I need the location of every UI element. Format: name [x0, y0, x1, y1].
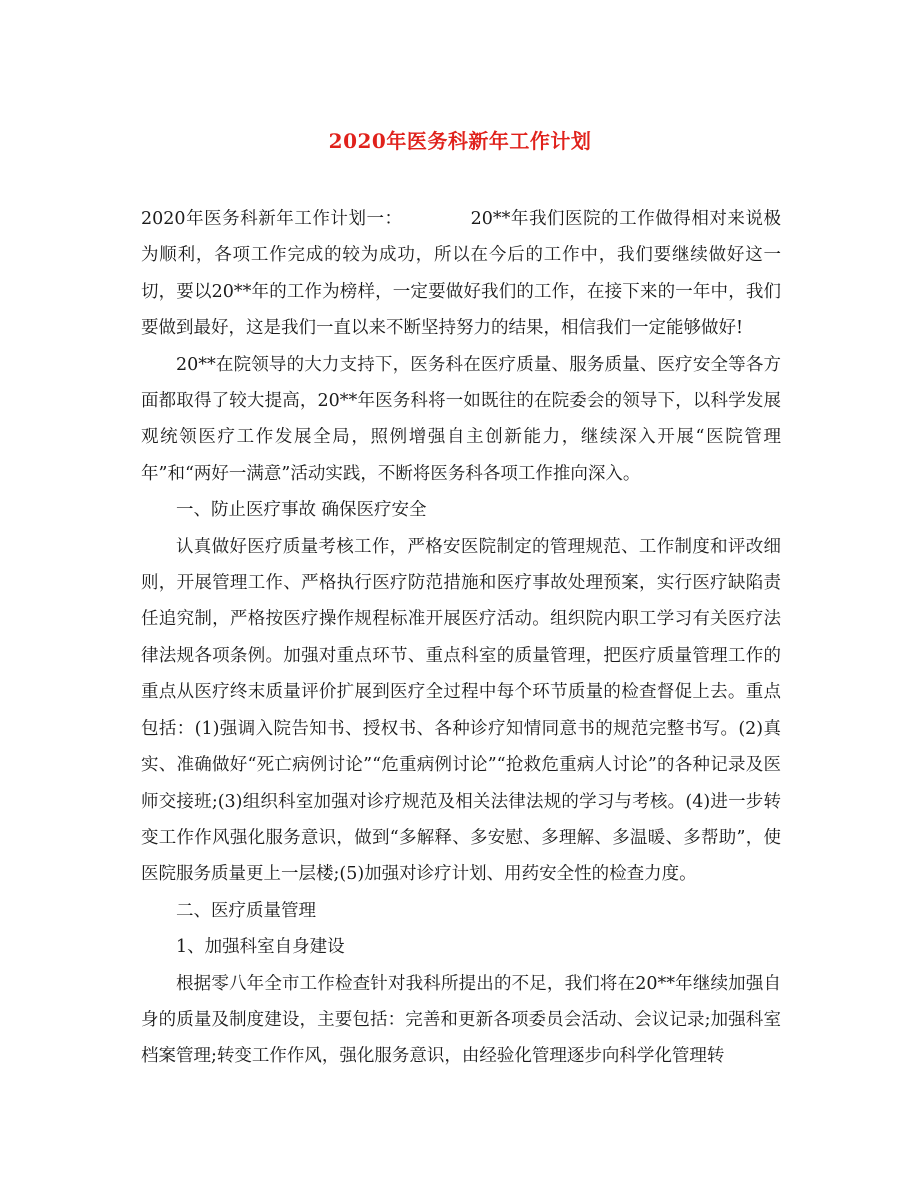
paragraph-3: 认真做好医疗质量考核工作，严格安医院制定的管理规范、工作制度和评改细则，开展管理工作、严格执行医疗防范措施和医疗事故处理预案，实行医疗缺陷责任追究制，严格按医疗操作规程标准开展医疗活动。组织院内职工学习有关医疗法律法规各项条例。加强对重点环节、重点科室的质量管理，把医疗质量管理工作的重点从医疗终末质量评价扩展到医疗全过程中每个环节质量的检查督促上去。重点包括：(1)强调入院告知书、授权书、各种诊疗知情同意书的规范完整书写。(2)真实、准确做好“死亡病例讨论”“危重病例讨论”“抢救危重病人讨论”的各种记录及医师交接班;(3)组织科室加强对诊疗规范及相关法律法规的学习与考核。(4)进一步转变工作作风强化服务意识，做到“多解释、多安慰、多理解、多温暖、多帮助”，使医院服务质量更上一层楼;(5)加强对诊疗计划、用药安全性的检查力度。	[141, 536, 781, 885]
intro-label: 2020年医务科新年工作计划一：	[141, 209, 403, 229]
intro-paragraph	[141, 201, 781, 347]
paragraph-2: 20**在院领导的大力支持下，医务科在医疗质量、服务质量、医疗安全等各方面都取得了较大提高，20**年医务科将一如既往的在院委会的领导下，以科学发展观统领医疗工作发展全局，照例增强自主创新能力，继续深入开展“医院管理年”和“两好一满意”活动实践，不断将医务科各项工作推向深入。	[141, 354, 781, 484]
document-title: 2020年医务科新年工作计划	[328, 129, 592, 153]
document-body	[141, 201, 781, 1075]
section-heading-1: 一、防止医疗事故 确保医疗安全	[176, 500, 427, 521]
paragraph-4: 根据零八年全市工作检查针对我科所提出的不足，我们将在20**年继续加强自身的质量及制度建设，主要包括：完善和更新各项委员会活动、会议记录;加强科室档案管理;转变工作作风，强化服务意识，由经验化管理逐步向科学化管理转	[141, 973, 781, 1067]
intro-text: 20**年我们医院的工作做得相对来说极为顺利，各项工作完成的较为成功，所以在今后的工作中，我们要继续做好这一切，要以20**年的工作为榜样，一定要做好我们的工作，在接下来的一年中，我们要做到最好，这是我们一直以来不断坚持努力的结果，相信我们一定能够做好!	[141, 209, 781, 339]
subsection-heading-1: 1、加强科室自身建设	[176, 937, 345, 958]
section-heading-2: 二、医疗质量管理	[176, 900, 316, 921]
